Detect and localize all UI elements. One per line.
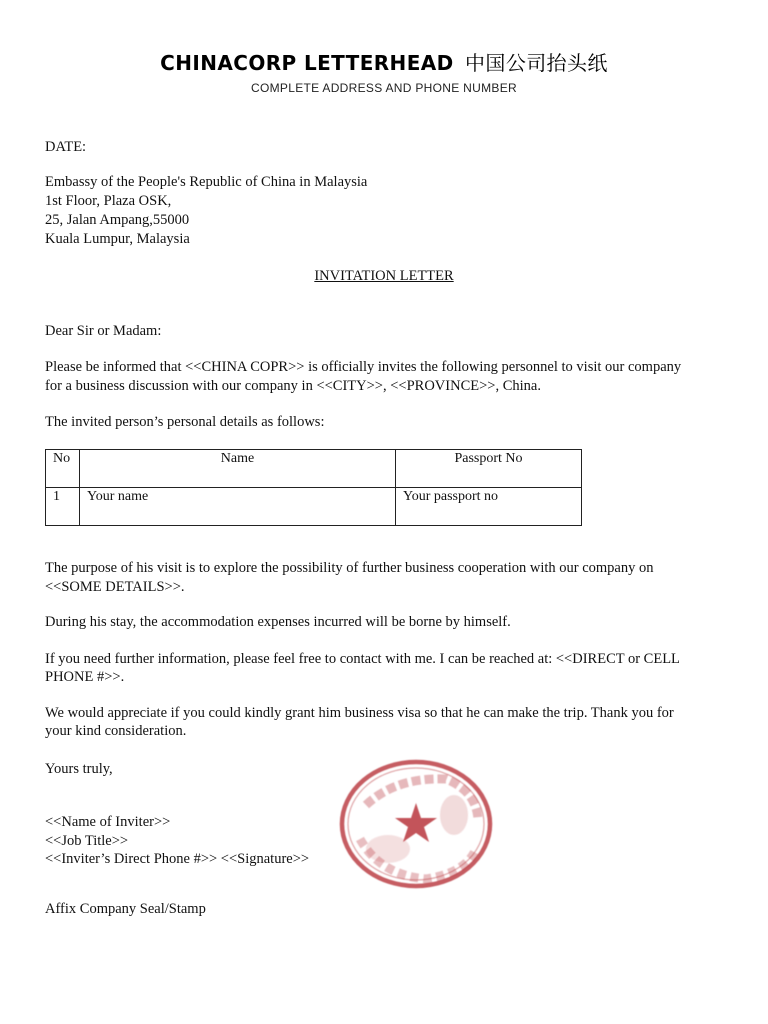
signature-title: <<Job Title>>	[45, 833, 129, 849]
personnel-table	[45, 449, 582, 526]
contact-line-1: If you need further information, please feel free to contact with me. I can be reached at: <<DIRECT or CELL	[45, 651, 680, 667]
appreciation-line-1: We would appreciate if you could kindly grant him business visa so that he can make the trip. Thank you for	[45, 705, 674, 721]
letterhead-title-en: CHINACORP LETTERHEAD	[160, 51, 454, 75]
seal-smudge-right	[440, 795, 468, 835]
appreciation-line-2: your kind consideration.	[45, 723, 187, 739]
signature-name: <<Name of Inviter>>	[45, 814, 171, 830]
address-line-1: Embassy of the People's Republic of China in Malaysia	[45, 174, 368, 190]
date-label: DATE:	[45, 139, 87, 155]
details-intro: The invited person’s personal details as follows:	[45, 414, 325, 430]
purpose-line-2: <<SOME DETAILS>>.	[45, 579, 185, 595]
purpose-line-1: The purpose of his visit is to explore the possibility of further business cooperation with our company on	[45, 560, 654, 576]
table-header-row	[46, 450, 582, 488]
letterhead-subtitle: COMPLETE ADDRESS AND PHONE NUMBER	[251, 81, 517, 95]
cell-passport: Your passport no	[396, 488, 582, 526]
closing: Yours truly,	[45, 761, 113, 777]
address-line-3: 25, Jalan Ampang,55000	[45, 212, 190, 228]
letter-heading: INVITATION LETTER	[314, 268, 454, 284]
address-line-2: 1st Floor, Plaza OSK,	[45, 193, 172, 209]
cell-no: 1	[46, 488, 80, 526]
intro-line-1: Please be informed that <<CHINA COPR>> is officially invites the following personnel to visit our company	[45, 359, 682, 375]
seal-note: Affix Company Seal/Stamp	[45, 901, 206, 917]
letterhead-title	[0, 47, 768, 76]
contact-line-2: PHONE #>>.	[45, 669, 125, 685]
salutation: Dear Sir or Madam:	[45, 323, 162, 339]
table-row	[46, 488, 582, 526]
header-name: Name	[80, 450, 396, 488]
header-passport: Passport No	[396, 450, 582, 488]
letterhead-title-cn: 中国公司抬头纸	[465, 51, 608, 75]
accommodation-text: During his stay, the accommodation expenses incurred will be borne by himself.	[45, 614, 511, 630]
red-star-seal-icon	[336, 757, 496, 892]
seal-graphic	[342, 762, 490, 886]
cell-name: Your name	[80, 488, 396, 526]
seal-star	[395, 803, 437, 842]
seal-smudge-left	[366, 835, 410, 863]
address-line-4: Kuala Lumpur, Malaysia	[45, 231, 190, 247]
intro-line-2: for a business discussion with our company in <<CITY>>, <<PROVINCE>>, China.	[45, 378, 541, 394]
header-no: No	[46, 450, 80, 488]
signature-phone: <<Inviter’s Direct Phone #>> <<Signature>>	[45, 851, 310, 867]
